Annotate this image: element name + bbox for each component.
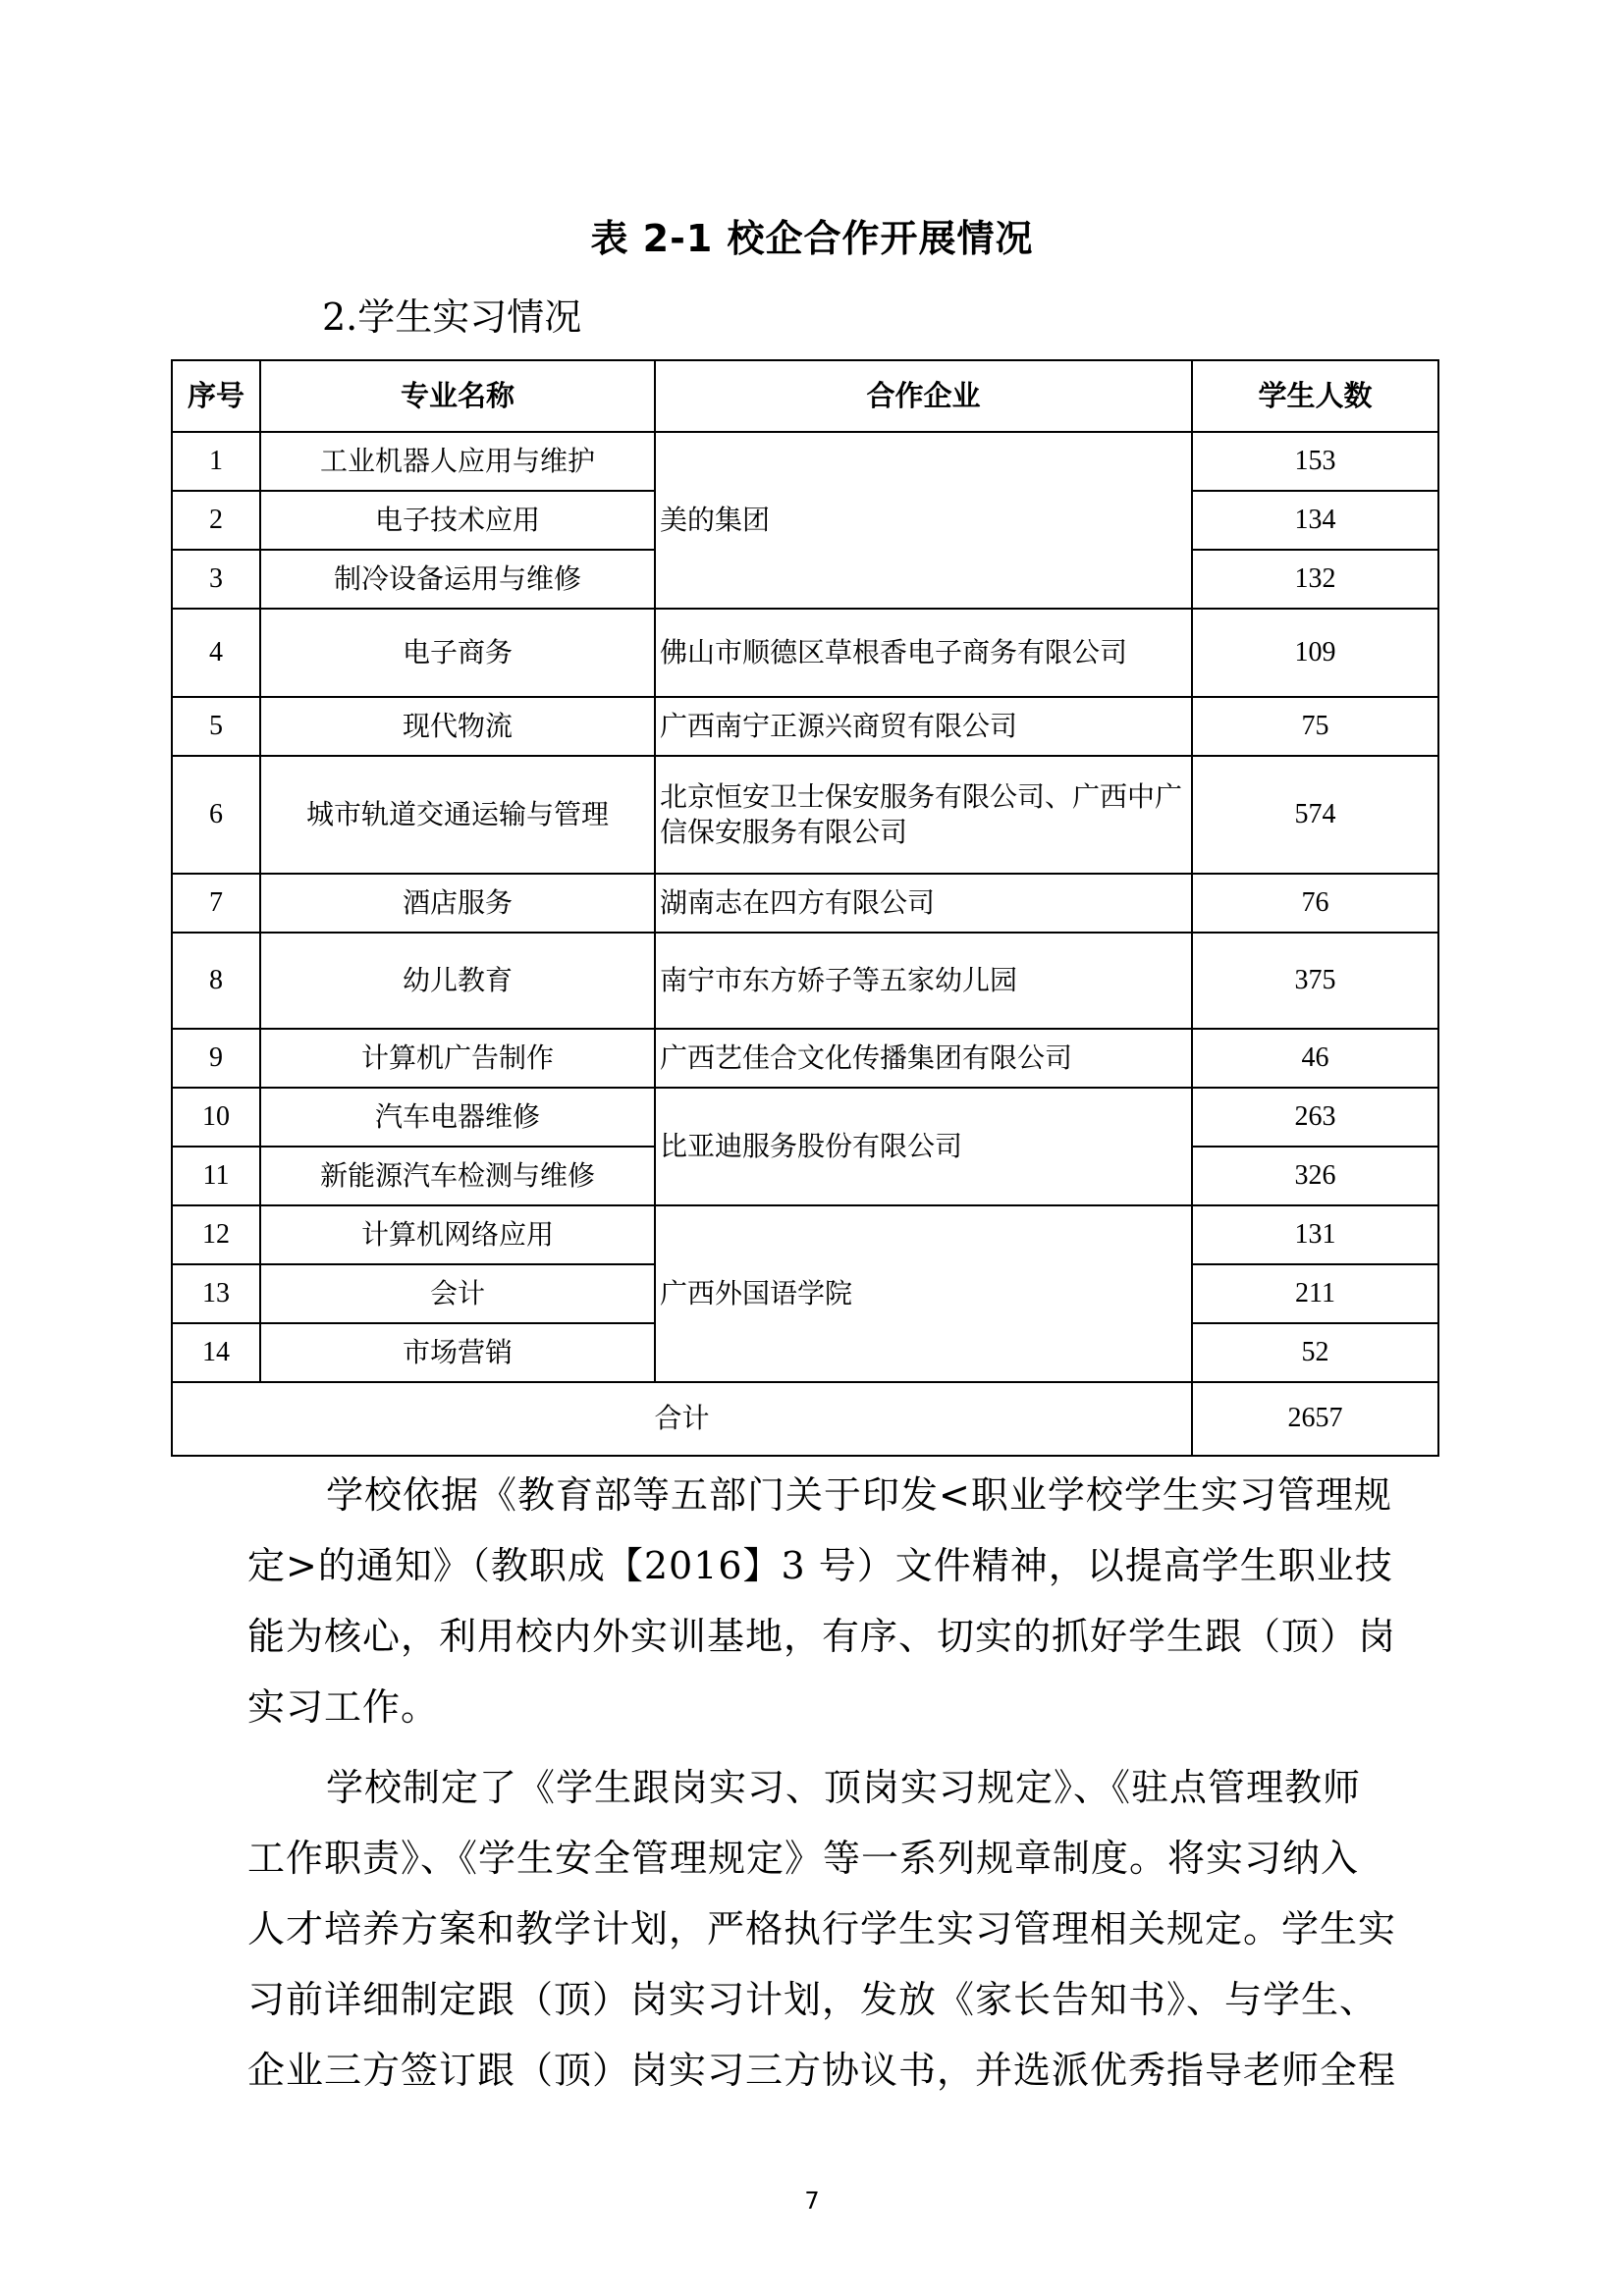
row-no: 1 <box>172 432 260 491</box>
total-row <box>172 1382 1438 1456</box>
section-title: 2.学生实习情况 <box>322 295 582 339</box>
row-no: 14 <box>172 1323 260 1382</box>
row-major: 计算机广告制作 <box>260 1029 655 1088</box>
row-company: 比亚迪服务股份有限公司 <box>655 1088 1192 1205</box>
row-major: 幼儿教育 <box>260 933 655 1029</box>
row-no: 6 <box>172 756 260 874</box>
table-row <box>172 756 1438 874</box>
row-company: 北京恒安卫士保安服务有限公司、广西中广信保安服务有限公司 <box>655 756 1192 874</box>
row-major: 电子商务 <box>260 609 655 697</box>
row-no: 8 <box>172 933 260 1029</box>
row-no: 4 <box>172 609 260 697</box>
row-count: 76 <box>1192 874 1438 933</box>
row-no: 10 <box>172 1088 260 1147</box>
row-count: 109 <box>1192 609 1438 697</box>
row-major: 计算机网络应用 <box>260 1205 655 1264</box>
row-company: 佛山市顺德区草根香电子商务有限公司 <box>655 609 1192 697</box>
row-company: 广西艺佳合文化传播集团有限公司 <box>655 1029 1192 1088</box>
total-label: 合计 <box>172 1382 1192 1456</box>
row-no: 11 <box>172 1147 260 1205</box>
row-no: 9 <box>172 1029 260 1088</box>
header-count: 学生人数 <box>1192 360 1438 432</box>
row-company: 湖南志在四方有限公司 <box>655 874 1192 933</box>
row-count: 263 <box>1192 1088 1438 1147</box>
row-no: 7 <box>172 874 260 933</box>
row-major: 市场营销 <box>260 1323 655 1382</box>
row-major: 现代物流 <box>260 697 655 756</box>
row-no: 5 <box>172 697 260 756</box>
table-row <box>172 1088 1438 1147</box>
row-count: 211 <box>1192 1264 1438 1323</box>
row-major: 汽车电器维修 <box>260 1088 655 1147</box>
row-major: 城市轨道交通运输与管理 <box>260 756 655 874</box>
row-company: 广西外国语学院 <box>655 1205 1192 1382</box>
row-major: 制冷设备运用与维修 <box>260 550 655 609</box>
table-caption: 表 2-1 校企合作开展情况 <box>590 217 1034 260</box>
row-count: 131 <box>1192 1205 1438 1264</box>
table-row <box>172 1029 1438 1088</box>
row-no: 12 <box>172 1205 260 1264</box>
row-count: 153 <box>1192 432 1438 491</box>
row-major: 会计 <box>260 1264 655 1323</box>
table-row <box>172 697 1438 756</box>
row-no: 13 <box>172 1264 260 1323</box>
row-company: 美的集团 <box>655 432 1192 609</box>
row-count: 52 <box>1192 1323 1438 1382</box>
row-count: 75 <box>1192 697 1438 756</box>
row-no: 2 <box>172 491 260 550</box>
row-company: 南宁市东方娇子等五家幼儿园 <box>655 933 1192 1029</box>
header-no: 序号 <box>172 360 260 432</box>
row-no: 3 <box>172 550 260 609</box>
row-count: 574 <box>1192 756 1438 874</box>
body-text <box>247 1460 1396 2115</box>
header-company: 合作企业 <box>655 360 1192 432</box>
table-row <box>172 609 1438 697</box>
row-count: 134 <box>1192 491 1438 550</box>
table-row <box>172 1205 1438 1264</box>
row-major: 工业机器人应用与维护 <box>260 432 655 491</box>
paragraph: 学校制定了《学生跟岗实习、顶岗实习规定》、《驻点管理教师工作职责》、《学生安全管理规定》等一系列规章制度。将实习纳入人才培养方案和教学计划，严格执行学生实习管理相关规定。学生实习前详细制定跟（顶）岗实习计划，发放《家长告知书》、与学生、企业三方签订跟（顶）岗实习三方协议书，并选派优秀指导老师全程 <box>247 1766 1397 2092</box>
table-row <box>172 432 1438 491</box>
row-count: 375 <box>1192 933 1438 1029</box>
row-major: 新能源汽车检测与维修 <box>260 1147 655 1205</box>
table-row <box>172 933 1438 1029</box>
row-company: 广西南宁正源兴商贸有限公司 <box>655 697 1192 756</box>
table-row <box>172 874 1438 933</box>
total-value: 2657 <box>1192 1382 1438 1456</box>
paragraph: 学校依据《教育部等五部门关于印发<职业学校学生实习管理规定>的通知》（教职成【2016】3 号）文件精神，以提高学生职业技能为核心，利用校内外实训基地，有序、切实的抓好学生跟（顶）岗实习工作。 <box>247 1473 1397 1729</box>
row-count: 46 <box>1192 1029 1438 1088</box>
page-number: 7 <box>804 2187 820 2215</box>
row-major: 电子技术应用 <box>260 491 655 550</box>
internship-table <box>171 359 1439 1457</box>
row-count: 132 <box>1192 550 1438 609</box>
row-major: 酒店服务 <box>260 874 655 933</box>
row-count: 326 <box>1192 1147 1438 1205</box>
header-major: 专业名称 <box>260 360 655 432</box>
